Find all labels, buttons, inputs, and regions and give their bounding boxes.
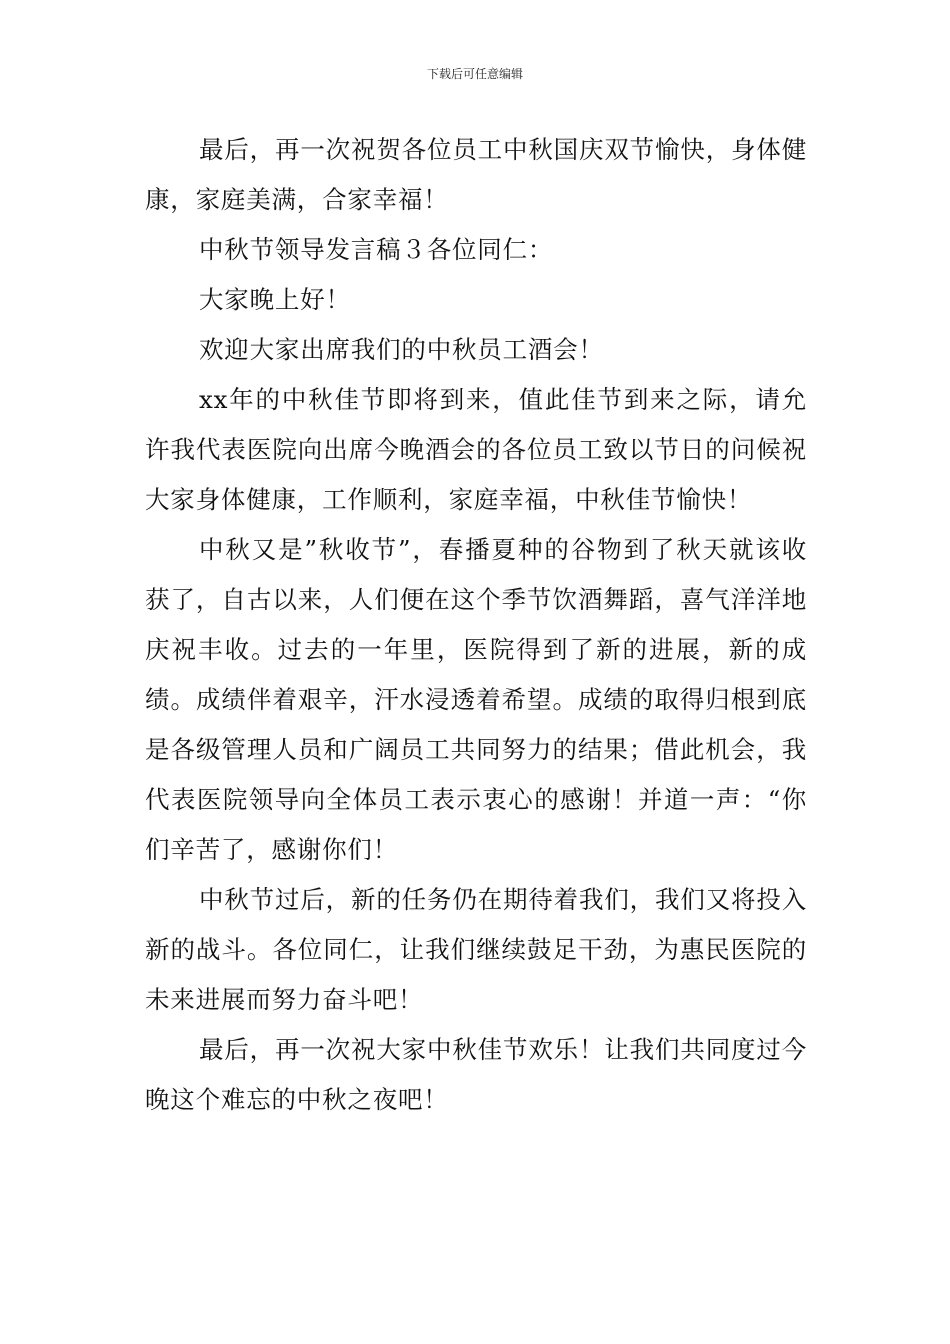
paragraph-closing-wishes: 最后，再一次祝贺各位员工中秋国庆双节愉快，身体健康，家庭美满，合家幸福！ <box>145 135 807 214</box>
paragraph-festival-greeting: xx年的中秋佳节即将到来，值此佳节到来之际，请允许我代表医院向出席今晚酒会的各位员工致以节日的问候祝大家身体健康，工作顺利，家庭幸福，中秋佳节愉快！ <box>145 385 807 514</box>
paragraph-speech-title: 中秋节领导发言稿３各位同仁： <box>199 235 554 264</box>
paragraph-welcome: 欢迎大家出席我们的中秋员工酒会！ <box>199 335 604 364</box>
page-header-note: 下载后可任意编辑 <box>426 67 523 81</box>
document-body <box>145 125 807 1125</box>
paragraph-future-tasks: 中秋节过后，新的任务仍在期待着我们，我们又将投入新的战斗。各位同仁，让我们继续鼓足干劲，为惠民医院的未来进展而努力奋斗吧！ <box>145 885 807 1014</box>
paragraph-final-wishes: 最后，再一次祝大家中秋佳节欢乐！让我们共同度过今晚这个难忘的中秋之夜吧！ <box>145 1035 807 1114</box>
paragraph-harvest-thanks: 中秋又是”秋收节”，春播夏种的谷物到了秋天就该收获了，自古以来，人们便在这个季节饮酒舞蹈，喜气洋洋地庆祝丰收。过去的一年里，医院得到了新的进展，新的成绩。成绩伴着艰辛，汗水浸透着希望。成绩的取得归根到底是各级管理人员和广阔员工共同努力的结果；借此机会，我代表医院领导向全体员工表示衷心的感谢！并道一声：“你们辛苦了，感谢你们！ <box>145 535 807 864</box>
paragraph-greeting: 大家晚上好！ <box>199 285 351 314</box>
